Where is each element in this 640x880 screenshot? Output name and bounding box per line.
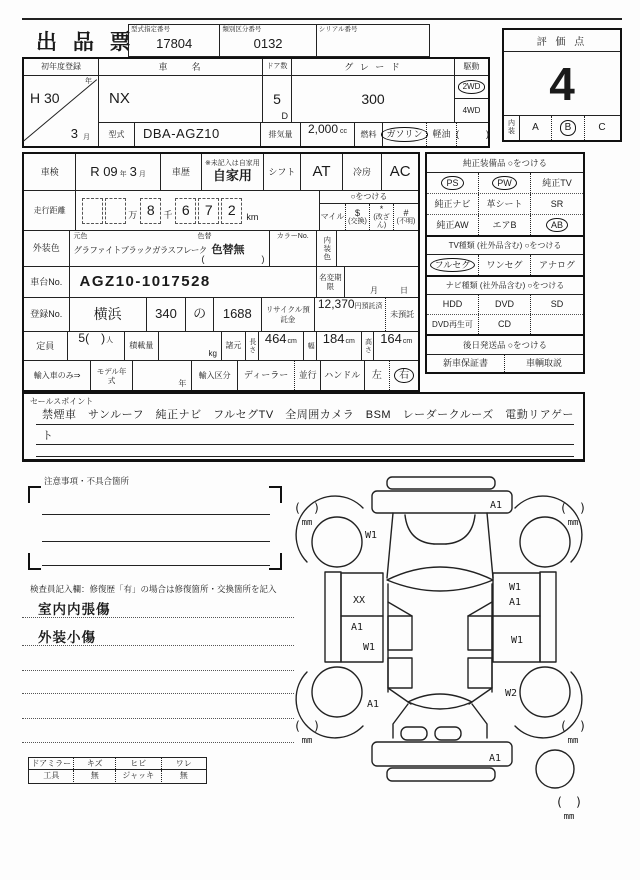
width-cm: cm	[345, 338, 355, 345]
rear-left-wheel	[312, 667, 362, 717]
page-title: 出 品 票	[36, 31, 136, 54]
displacement-unit: cc	[340, 128, 348, 135]
interior-color-label: 内装色	[317, 231, 337, 266]
first-reg-month: 3	[70, 126, 78, 142]
registration-region: 横浜	[70, 298, 147, 331]
fuel-label: 燃料	[355, 123, 383, 146]
tool-kizu: キズ	[74, 758, 116, 769]
note-line-5	[22, 718, 294, 719]
marker-right-front-door-bottom: A1	[509, 597, 522, 608]
odometer-digit-3: 8	[140, 198, 161, 224]
note-line-6	[22, 742, 294, 743]
shaken-month: 3	[129, 163, 137, 179]
class-code-value: 0132	[253, 35, 283, 51]
base-color-value: グラファイトブラックガラスフレーク	[73, 245, 207, 255]
pillar-front-left	[388, 602, 412, 616]
mark-unknown-symbol: #	[403, 207, 409, 218]
interior-grade-label: 内装	[504, 116, 520, 140]
mm-bracket-top-left: ( )	[293, 501, 321, 515]
tools-table	[28, 757, 207, 784]
length-value: 464	[264, 331, 287, 346]
shaken-year-unit: 年	[119, 170, 127, 178]
height-value: 164	[380, 331, 402, 346]
marker-rear-bumper: A1	[489, 753, 502, 764]
import-type-label: 輸入区分	[192, 361, 238, 390]
recycle-deposit-value: 12,370	[317, 297, 355, 311]
tv-oneseg: ワンセグ	[486, 259, 523, 270]
shift-label: シフト	[264, 154, 302, 190]
bracket-bottom-left	[28, 553, 41, 570]
tool-hibi: ヒビ	[116, 758, 161, 769]
caution-label: 注意事項・不具合箇所	[44, 476, 130, 486]
drive-label: 駆動	[455, 59, 488, 76]
front-top-bar	[387, 477, 495, 489]
rear-right-line	[472, 704, 487, 738]
marker-left-front-door: XX	[353, 595, 366, 606]
basic-info-table	[22, 57, 490, 148]
windshield-glass	[387, 567, 493, 591]
mm-unit-bottom-right: mm	[567, 736, 579, 746]
note-line-3	[22, 670, 294, 671]
base-color-label: 元色	[73, 233, 88, 240]
recycle-deposit-unit: 円預託済	[354, 303, 383, 310]
odometer-digit-5: 7	[198, 198, 219, 224]
marker-left-front-fender: W1	[365, 530, 378, 541]
pillar-front-right	[468, 602, 492, 616]
navi-dvd: DVD	[479, 295, 531, 314]
shaken-value: R 09	[90, 163, 118, 179]
equipment-title: 純正装備品 ○をつける	[427, 154, 583, 173]
name-change-month-unit: 月	[370, 285, 378, 295]
left-door-panel	[341, 573, 383, 662]
drive-2wd: 2WD	[462, 82, 481, 92]
note-line-4	[22, 693, 294, 694]
shipping-manual: 車輌取説	[525, 358, 562, 369]
odometer-digit-6: 2	[221, 198, 242, 224]
score-value: 4	[549, 57, 575, 110]
sales-points-label: セールスポイント	[30, 397, 94, 406]
rear-glass	[408, 694, 472, 709]
marker-front-bumper: A1	[490, 500, 503, 511]
shipping-warranty: 新車保証書	[427, 355, 505, 372]
front-left-wheel	[312, 517, 362, 567]
tv-analog: アナログ	[538, 259, 575, 270]
odometer-digit-1	[82, 198, 103, 224]
name-change-day-unit: 日	[400, 285, 408, 295]
spec-label: 諸元	[222, 332, 246, 360]
navi-dvd-play: DVD再生可	[427, 315, 479, 334]
grade-label: グ レ ー ド	[292, 59, 454, 76]
length-cm: cm	[287, 338, 297, 345]
tv-type-title: TV種類 (社外品含む) ○をつける	[427, 235, 583, 255]
ac-value: AC	[389, 163, 411, 181]
history-label: 車歴	[161, 154, 203, 190]
first-registration-cell	[24, 59, 99, 146]
marker-right-front-door-top: W1	[509, 582, 522, 593]
first-reg-era: H 30	[30, 90, 60, 106]
color-no-label: カラーNo.	[276, 233, 309, 240]
marker-right-rear-fender: W2	[505, 688, 518, 699]
sales-points-line2: ト	[36, 427, 574, 445]
first-reg-month-unit: 月	[83, 133, 90, 141]
equip-oem-aw: 純正AW	[436, 219, 469, 230]
top-rule	[22, 18, 622, 20]
equip-oem-tv: 純正TV	[542, 177, 572, 188]
bracket-top-left	[28, 486, 41, 503]
odometer-digit-2	[105, 198, 126, 224]
import-only-label: 輸入車のみ⇒	[24, 361, 91, 390]
diagonal-line	[23, 79, 97, 141]
tool-jack: ジャッキ	[116, 770, 161, 782]
model-year-label: モデル年式	[91, 361, 133, 390]
mileage-label: 走行距離	[24, 191, 76, 230]
navi-cd: CD	[479, 315, 531, 334]
doors-unit: D	[281, 110, 288, 121]
interior-grade-b: B	[564, 122, 572, 134]
hood-right-line	[487, 513, 493, 578]
navi-hdd: HDD	[427, 295, 479, 314]
mm-bracket-bottom-right: ( )	[559, 719, 587, 733]
caution-line-1	[42, 514, 270, 515]
type-approval-label: 型式指定番号	[131, 26, 170, 33]
hood-left-line	[387, 513, 393, 578]
navi-sd: SD	[550, 299, 564, 310]
registration-class: 340	[147, 298, 187, 331]
registration-no-label: 登録No.	[24, 298, 70, 331]
color-change-paren-close: )	[261, 253, 265, 264]
windshield-arc-left	[405, 515, 434, 544]
mark-tampered-label: (改ざん)	[373, 213, 390, 229]
right-front-window	[468, 616, 492, 650]
odometer-digit-4: 6	[175, 198, 196, 224]
height-label: 高さ	[362, 332, 375, 360]
sales-points-line1: 禁煙車 サンルーフ 純正ナビ フルセグTV 全周囲カメラ BSM レーダークルーズ 電動リアゲー	[36, 406, 574, 425]
number-boxes	[128, 24, 430, 57]
grade-value: 300	[361, 90, 385, 107]
tv-fullseg: フルセグ	[434, 259, 471, 270]
width-label: 幅	[304, 332, 317, 360]
capacity-unit: 人	[106, 337, 114, 344]
chassis-no-value: AGZ10-1017528	[70, 267, 318, 297]
caution-line-3	[42, 565, 270, 566]
marker-left-rear-door-top: A1	[351, 622, 364, 633]
class-code-label: 類別区分番号	[222, 26, 262, 33]
equip-sr: SR	[550, 198, 564, 209]
mark-exchange-symbol: $	[354, 207, 360, 218]
caution-line-2	[42, 541, 270, 542]
color-change-label: 色替	[197, 233, 212, 240]
car-damage-diagram	[293, 466, 640, 866]
navi-blank	[531, 315, 583, 334]
displacement-value: 2,000	[307, 122, 339, 136]
odometer-sen: 千	[163, 210, 173, 221]
mark-unknown-label: (不明)	[396, 217, 416, 225]
recycle-deposit-label: リサイクル預託金	[262, 298, 316, 331]
shift-value: AT	[301, 154, 343, 190]
tool-ware: ワレ	[175, 758, 192, 768]
type-approval-value: 17804	[156, 35, 193, 51]
inspector-note-1: 室内内張傷	[38, 602, 111, 617]
color-change-paren-open: (	[201, 253, 205, 264]
equip-leather: 革シート	[486, 198, 523, 209]
front-right-wheel	[520, 517, 570, 567]
sales-points-box	[22, 392, 585, 462]
bracket-bottom-right	[269, 553, 282, 570]
mark-tampered-symbol: *	[379, 203, 384, 214]
equip-oem-navi: 純正ナビ	[434, 198, 471, 209]
mileage-mark-header: ○をつける	[320, 191, 418, 204]
serial-label: シリアル番号	[318, 26, 358, 33]
model-code-label: 型式	[99, 123, 135, 146]
model-code-value: DBA-AGZ10	[135, 123, 261, 146]
registration-number: 1688	[214, 298, 262, 331]
bracket-top-right	[269, 486, 282, 503]
capacity-label: 定員	[24, 332, 68, 360]
tool-kogu-none: 無	[74, 770, 116, 782]
load-unit: kg	[208, 348, 217, 358]
odometer	[76, 191, 320, 230]
mile-label: マイル	[320, 204, 346, 230]
width-value: 184	[322, 331, 345, 346]
import-parallel: 並行	[295, 361, 321, 390]
inspector-header: 検査員記入欄：修復歴「有」の場合は修復箇所・交換箇所を記入	[30, 584, 277, 594]
color-change-value: 色替無	[211, 244, 245, 256]
model-year-unit: 年	[178, 378, 187, 388]
mm-unit-spare: mm	[563, 812, 575, 822]
rear-detail-right	[435, 727, 461, 740]
first-registration-label: 初年度登録	[24, 59, 98, 76]
interior-grade-a: A	[532, 122, 539, 134]
capacity-value: 5( )	[78, 331, 106, 345]
displacement-label: 排気量	[261, 123, 301, 146]
mm-unit-top-left: mm	[301, 518, 313, 528]
equip-ab: AB	[550, 219, 563, 230]
equip-ps: PS	[446, 177, 459, 188]
score-title: 評 価 点	[504, 30, 620, 52]
import-dealer: ディーラー	[238, 361, 295, 390]
inspector-note-2: 外装小傷	[38, 630, 96, 645]
right-rear-window	[468, 658, 492, 688]
mark-exchange-label: (交換)	[348, 217, 367, 225]
drive-4wd: 4WD	[462, 105, 481, 115]
marker-left-rear-fender: A1	[367, 699, 380, 710]
interior-color-value	[337, 231, 418, 266]
history-value: 自家用	[212, 168, 252, 184]
car-name-value: NX	[109, 90, 130, 108]
car-name-label: 車 名	[99, 59, 262, 76]
shaken-label: 車検	[24, 154, 76, 190]
handle-right: 右	[399, 369, 410, 381]
equip-pw: PW	[497, 177, 512, 188]
interior-grade-c: C	[598, 122, 606, 134]
doors-label: ドア数	[263, 59, 291, 76]
ac-label: 冷房	[343, 154, 383, 190]
right-sill	[540, 572, 556, 662]
registration-kana: の	[186, 298, 214, 331]
doors-value: 5	[273, 90, 281, 107]
load-label: 積載量	[125, 332, 159, 360]
navi-type-title: ナビ種類 (社外品含む) ○をつける	[427, 275, 583, 295]
rear-right-wheel	[520, 667, 570, 717]
handle-label: ハンドル	[321, 361, 365, 390]
exterior-color-label: 外装色	[24, 231, 70, 266]
mm-bracket-bottom-left: ( )	[293, 719, 321, 733]
shaken-month-unit: 月	[138, 170, 146, 178]
left-sill	[325, 572, 341, 662]
equipment-panel	[425, 152, 585, 374]
note-line-1	[22, 617, 294, 618]
left-front-window	[388, 616, 412, 650]
tool-jack-none: 無	[179, 771, 188, 781]
odometer-unit: km	[246, 212, 259, 223]
name-change-label: 名変期限	[317, 267, 345, 297]
tool-door-mirror: ドアミラー	[29, 758, 74, 769]
height-cm: cm	[402, 338, 413, 345]
chassis-no-label: 車台No.	[24, 267, 70, 297]
score-box	[502, 28, 622, 142]
tool-kogu: 工具	[29, 770, 74, 782]
mm-unit-bottom-left: mm	[301, 736, 313, 746]
fuel-gasoline: ガソリン	[386, 129, 423, 140]
recycle-not-deposited: 未預託	[390, 309, 415, 319]
spare-tire	[536, 750, 574, 788]
rear-detail-left	[401, 727, 427, 740]
fuel-diesel: 軽油	[427, 123, 457, 146]
windshield-arc-right	[446, 515, 475, 544]
odometer-man: 万	[128, 210, 138, 221]
sales-points-line3	[36, 446, 574, 457]
equip-airbag: エアB	[492, 219, 517, 230]
shipping-title: 後日発送品 ○をつける	[427, 334, 583, 355]
history-note: ※未記入は自家用	[204, 160, 260, 167]
first-reg-year-unit: 年	[85, 78, 92, 85]
mm-unit-top-right: mm	[567, 518, 579, 528]
fuel-paren: ( )	[456, 129, 489, 140]
note-line-2	[22, 645, 294, 646]
left-rear-window	[388, 658, 412, 688]
handle-left: 左	[365, 361, 391, 390]
marker-right-rear-door: W1	[511, 635, 524, 646]
mm-bracket-top-right: ( )	[559, 501, 587, 515]
length-label: 長さ	[246, 332, 259, 360]
rear-bottom-bar	[387, 768, 495, 781]
marker-left-rear-door-bottom: W1	[363, 642, 376, 653]
mm-bracket-spare: ( )	[555, 795, 583, 809]
vehicle-detail-table	[22, 152, 420, 392]
